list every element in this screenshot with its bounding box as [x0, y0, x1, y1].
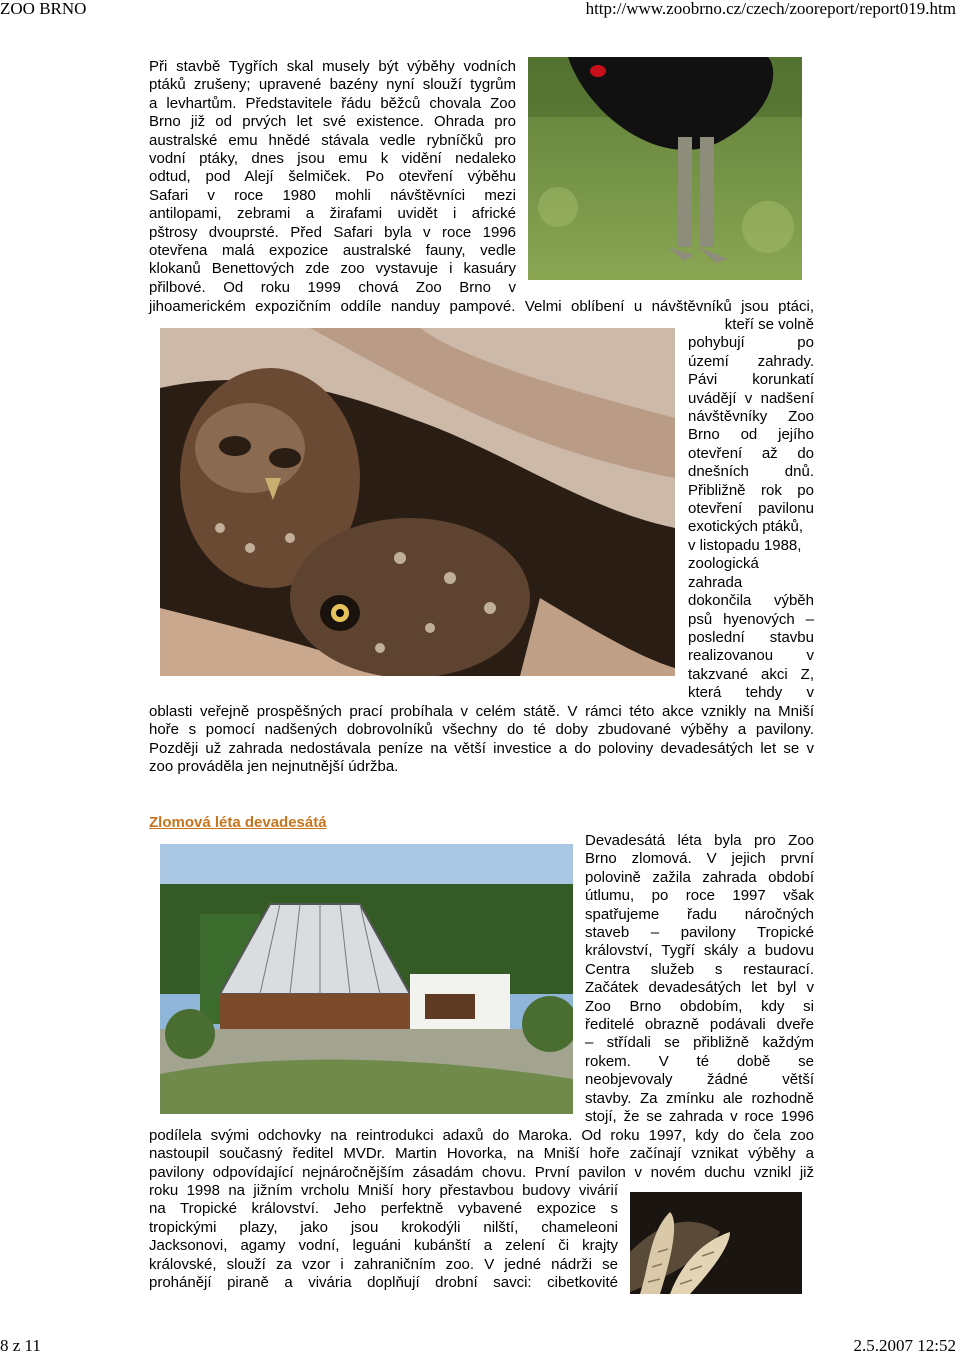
text-line: kteří se volně: [724, 316, 814, 333]
text-line: exotických ptáků,: [688, 518, 804, 536]
text-line: ptáků zrušeny; upravené bazény nyní slouží tygrům: [149, 76, 516, 94]
text-line: ředitelé obrazně podávali dveře: [585, 1016, 814, 1034]
text-line: Zoo Brno obdobím, kdy si: [585, 997, 814, 1015]
text-line: poslední stavbu: [688, 628, 814, 646]
text-line: dnešních dnů.: [688, 463, 814, 481]
paragraph-birds-narrow: [149, 58, 516, 297]
text-line: pštrosy dvouprsté. Před Safari byla v roce 1996: [149, 223, 516, 241]
text-line: realizovanou v: [688, 647, 814, 665]
paragraph-birds-full-line: [149, 298, 814, 316]
text-line: vodní ptáky, dnes jsou emu k vidění nedaleko: [149, 150, 516, 168]
text-line: Později už zahrada nedostávala peníze na větší investice a do poloviny devadesátých let se v: [149, 739, 814, 757]
text-line: královské, slouží za vzor i zahraničním zoo. V jedné nádrži se: [149, 1255, 618, 1273]
text-line: neobjevovaly žádné větší: [585, 1071, 814, 1089]
text-line: na Tropické království. Jeho perfektně vybavené expozice s: [149, 1200, 618, 1218]
text-line: Jacksonovi, agamy vodní, leguáni kubánští a zelení či krajty: [149, 1237, 618, 1255]
building-photo: [160, 844, 573, 1114]
text-line: dokončila výběh: [688, 592, 814, 610]
bird-photo: [528, 57, 802, 280]
text-line: Brno již od prvých let své existence. Ohrada pro: [149, 113, 516, 131]
text-line: a levhartům. Představitele řádu běžců chovala Zoo: [149, 94, 516, 112]
paragraph-tropical-kingdom: [149, 1182, 618, 1292]
text-line: Brno zlomová. V jejich první: [585, 850, 814, 868]
text-line: staveb – pavilony Tropické: [585, 924, 814, 942]
footer-page-number: 8 z 11: [0, 1336, 41, 1354]
text-line: pavilony odpovídající nejnáročnějším zásadám chovu. První pavilon v novém duchu vznikl již: [149, 1163, 814, 1181]
footer-datetime: 2.5.2007 12:52: [853, 1336, 956, 1354]
text-line: jihoamerickém expozičním oddíle nanduy pampové. Velmi oblíbení u návštěvníků jsou ptáci,: [149, 298, 814, 315]
text-line: otevřena malá expozice australské fauny, vedle: [149, 242, 516, 260]
tropical-building-image: [160, 844, 573, 1114]
text-line: pohybují po: [688, 334, 814, 352]
horns-photo: [630, 1192, 802, 1294]
text-line: spatřujeme řadu náročných: [585, 905, 814, 923]
owls-photo: [160, 328, 675, 676]
owls-image: [160, 328, 675, 676]
text-line: návštěvníky Zoo: [688, 408, 814, 426]
text-line: Devadesátá léta byla pro Zoo: [585, 832, 814, 849]
text-line: otevření pavilonu: [688, 500, 814, 518]
text-line: rokem. V té době se: [585, 1052, 814, 1070]
text-line: odtud, pod Alejí šelmiček. Po otevření výběhu: [149, 168, 516, 186]
text-line: Safari v roce 1980 mohli návštěvníci mezi: [149, 186, 516, 204]
bird-legs-image: [528, 57, 802, 280]
paragraph-nineties-full: [149, 1127, 814, 1182]
text-line: australské emu hnědé stávala vedle rybníčků pro: [149, 131, 516, 149]
text-line: útlumu, po roce 1997 však: [585, 887, 814, 905]
text-line: otevření až do: [688, 444, 814, 462]
header-site-title: ZOO BRNO: [0, 0, 87, 18]
text-line: Při stavbě Tygřích skal musely být výběhy vodních: [149, 58, 516, 75]
text-line: psů hyenových –: [688, 610, 814, 628]
text-line: Brno od jejího: [688, 426, 814, 444]
text-line: nastoupil současný ředitel MVDr. Martin Hovorka, na Mniší hoře začínají vznikat výběhy a: [149, 1145, 814, 1163]
text-line: stavby. Za zmínku ale rozhodně: [585, 1089, 814, 1107]
text-line: klokanů Benettových zde zoo vystavuje i kasuáry: [149, 260, 516, 278]
text-line: takzvané akci Z,: [688, 665, 814, 683]
text-line: zoologická: [688, 555, 759, 573]
text-line: Začátek devadesátých let byl v: [585, 979, 814, 997]
header-url[interactable]: http://www.zoobrno.cz/czech/zooreport/report019.htm: [585, 0, 956, 18]
text-line: v listopadu 1988,: [688, 536, 802, 554]
text-line: prohánějí piraně a vivária doplňují drobní savci: cibetkovité: [149, 1274, 618, 1292]
text-line: roku 1998 na jižním vrcholu Mniší hory přestavbou budovy vivárií: [149, 1182, 618, 1199]
text-line: Centra služeb s restaurací.: [585, 960, 814, 978]
text-line: hoře s pomocí nadšených dobrovolníků všechny do té doby zbudované výběhy a pavilony.: [149, 721, 814, 739]
paragraph-birds-right-column: [688, 316, 814, 703]
text-line: antilopami, zebrami a žirafami uvidět i africké: [149, 205, 516, 223]
text-line: – střídali se přibližně každým: [585, 1034, 814, 1052]
text-line: Pávi korunkatí: [688, 371, 814, 389]
text-line: oblasti veřejně prospěšných prací probíhala v celém státě. V rámci této akce vznikly na Mniší: [149, 703, 814, 720]
text-line: která tehdy v: [688, 684, 814, 702]
horns-image: [630, 1192, 802, 1294]
text-line: přilbové. Od roku 1999 chová Zoo Brno v: [149, 278, 516, 296]
text-line: tropickými plazy, jako jsou krokodýli nilští, chameleoni: [149, 1218, 618, 1236]
text-line: království, Tygří skály a budovu: [585, 942, 814, 960]
paragraph-birds-bottom: [149, 703, 814, 777]
text-line: zahrada: [688, 573, 743, 591]
paragraph-nineties-right-column: [585, 832, 814, 1127]
section-heading: Zlomová léta devadesátá: [149, 814, 327, 831]
text-line: podílela svými odchovky na reintrodukci adaxů do Maroka. Od roku 1997, kdy do čela zoo: [149, 1127, 814, 1144]
text-line: území zahrady.: [688, 352, 814, 370]
text-line: stojí, že se zahrada v roce 1996: [585, 1108, 814, 1126]
text-line: Přibližně rok po: [688, 481, 814, 499]
text-line: zoo prováděla jen nejnutnější údržba.: [149, 758, 399, 776]
text-line: polovině zažila zahrada období: [585, 868, 814, 886]
text-line: uvádějí v nadšení: [688, 389, 814, 407]
